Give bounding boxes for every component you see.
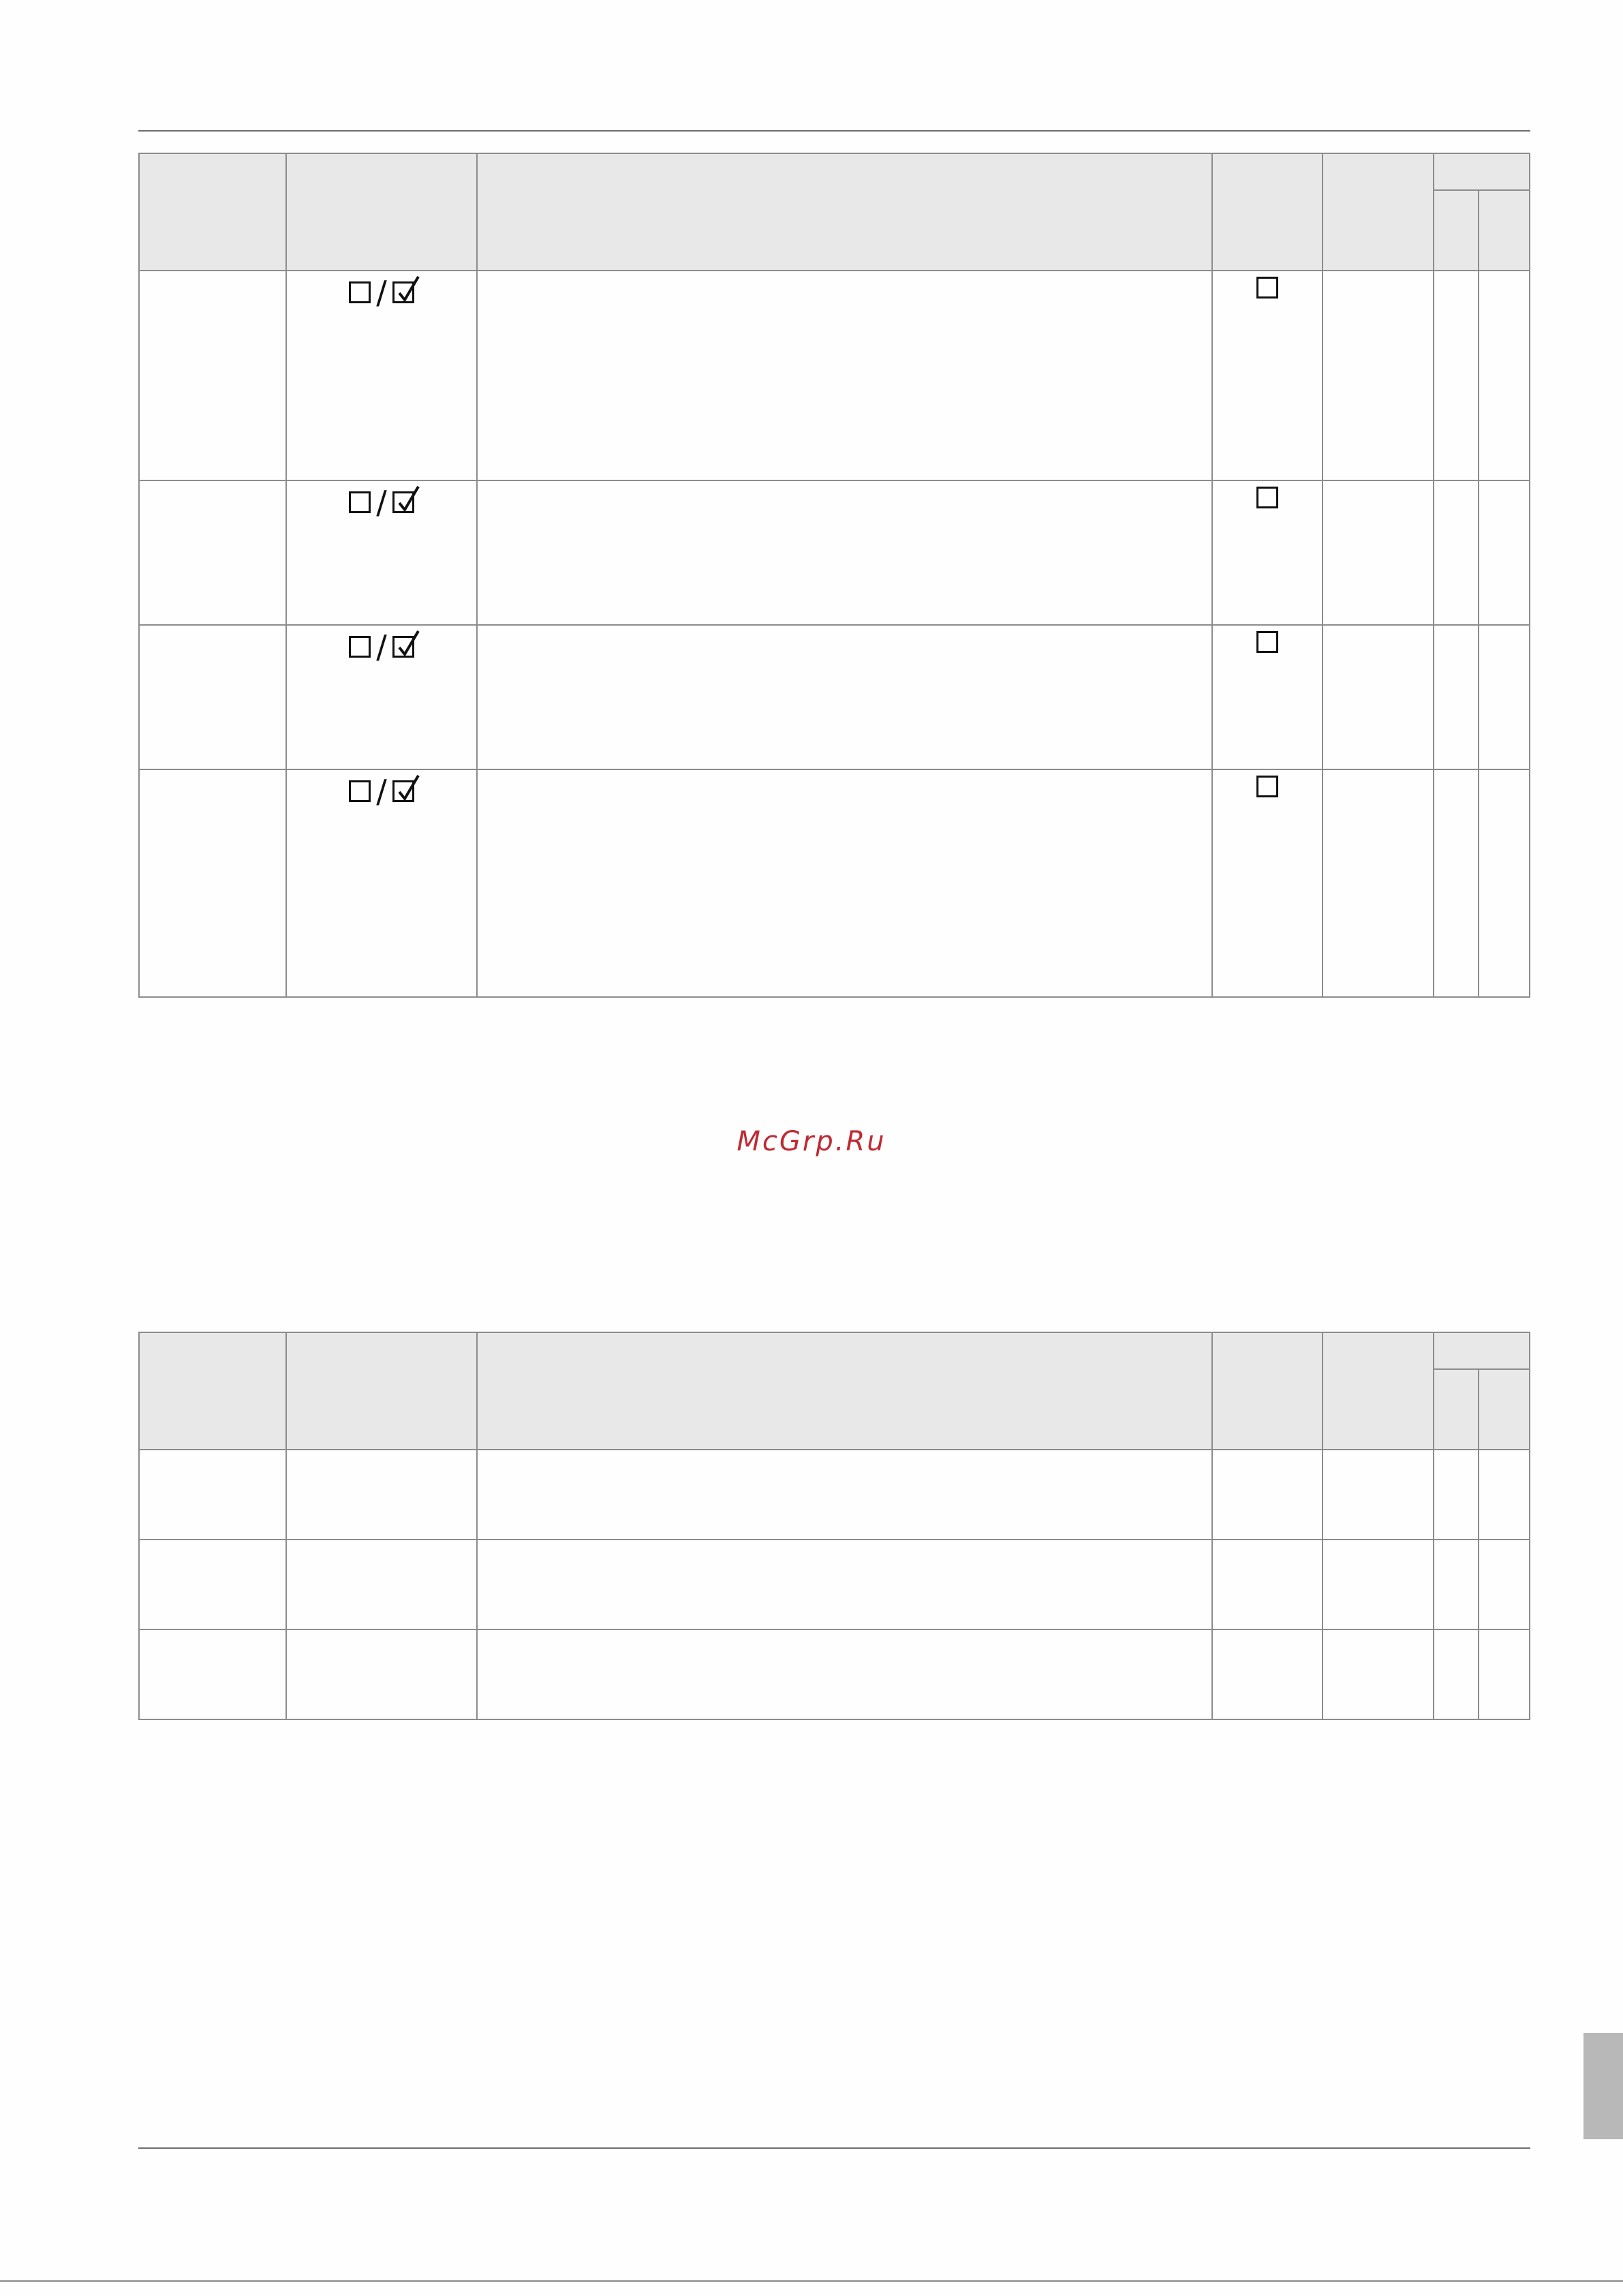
table-cell	[286, 1540, 478, 1629]
checkbox-checked-icon[interactable]	[392, 491, 414, 513]
table-cell	[139, 1629, 286, 1719]
table-cell	[1434, 480, 1479, 625]
table-cell	[1323, 625, 1433, 769]
table-row	[139, 480, 1530, 625]
checkbox-empty-icon[interactable]	[1256, 487, 1278, 508]
table-cell	[1479, 1540, 1530, 1629]
header-subcell	[1479, 190, 1530, 271]
checkbox-empty-icon[interactable]	[349, 491, 371, 513]
table-cell	[1434, 1629, 1479, 1719]
table-cell	[1434, 1450, 1479, 1540]
option-cell	[286, 769, 478, 997]
table-cell	[1323, 1629, 1433, 1719]
header-subcell	[1479, 1369, 1530, 1450]
table-cell	[477, 1629, 1211, 1719]
header-cell	[286, 153, 478, 271]
header-cell	[286, 1332, 478, 1450]
table-cell	[1479, 1450, 1530, 1540]
watermark: McGrp.Ru	[737, 1126, 886, 1157]
table-cell	[286, 1450, 478, 1540]
checkbox-checked-icon[interactable]	[392, 281, 414, 303]
table-cell	[1479, 1629, 1530, 1719]
header-subcell	[1434, 1369, 1479, 1450]
default-cell	[1212, 769, 1323, 997]
table-row	[139, 769, 1530, 997]
header-group-cell	[1434, 153, 1530, 190]
table-cell	[139, 1450, 286, 1540]
separator: /	[376, 628, 387, 665]
table-cell	[1479, 480, 1530, 625]
checkbox-empty-icon[interactable]	[1256, 277, 1278, 299]
settings-table-2	[138, 1332, 1530, 1720]
table-cell	[139, 769, 286, 997]
header-group-cell	[1434, 1332, 1530, 1369]
table-cell	[139, 271, 286, 480]
table-row	[139, 1629, 1530, 1719]
default-cell	[1212, 480, 1323, 625]
table-cell	[1212, 1629, 1323, 1719]
settings-table-1	[138, 153, 1530, 998]
header-cell	[477, 1332, 1211, 1450]
description-cell	[477, 271, 1211, 480]
description-cell	[477, 769, 1211, 997]
description-cell	[477, 625, 1211, 769]
checkbox-checked-icon[interactable]	[392, 780, 414, 802]
table-cell	[1212, 1540, 1323, 1629]
table-row	[139, 1450, 1530, 1540]
table-row	[139, 271, 1530, 480]
separator: /	[376, 773, 387, 810]
bottom-rule	[138, 2147, 1530, 2149]
option-cell	[286, 625, 478, 769]
table-cell	[1434, 1540, 1479, 1629]
header-cell	[1212, 153, 1323, 271]
separator: /	[376, 274, 387, 311]
table-cell	[477, 1450, 1211, 1540]
table-cell	[1479, 271, 1530, 480]
checkbox-empty-icon[interactable]	[1256, 776, 1278, 797]
table-row	[139, 1540, 1530, 1629]
default-cell	[1212, 625, 1323, 769]
table-header-row	[139, 153, 1530, 190]
page-edge-line	[0, 2280, 1623, 2282]
table-cell	[1434, 625, 1479, 769]
checkbox-empty-icon[interactable]	[349, 636, 371, 658]
table-header-row	[139, 1332, 1530, 1369]
table-cell	[1323, 480, 1433, 625]
table-row	[139, 625, 1530, 769]
header-cell	[1323, 1332, 1433, 1450]
table-cell	[1479, 769, 1530, 997]
table-cell	[1323, 271, 1433, 480]
header-cell	[477, 153, 1211, 271]
table-cell	[1323, 769, 1433, 997]
checkbox-empty-icon[interactable]	[1256, 631, 1278, 653]
header-subcell	[1434, 190, 1479, 271]
table-cell	[477, 1540, 1211, 1629]
table-cell	[1323, 1540, 1433, 1629]
top-rule	[138, 130, 1530, 132]
table-cell	[286, 1629, 478, 1719]
table-cell	[1323, 1450, 1433, 1540]
description-cell	[477, 480, 1211, 625]
header-cell	[139, 153, 286, 271]
checkbox-checked-icon[interactable]	[392, 636, 414, 658]
checkbox-empty-icon[interactable]	[349, 281, 371, 303]
header-cell	[139, 1332, 286, 1450]
table-cell	[139, 1540, 286, 1629]
chapter-tab	[1583, 2033, 1623, 2139]
option-cell	[286, 480, 478, 625]
default-cell	[1212, 271, 1323, 480]
table-cell	[1479, 625, 1530, 769]
header-cell	[1212, 1332, 1323, 1450]
separator: /	[376, 484, 387, 521]
table-cell	[1212, 1450, 1323, 1540]
option-cell	[286, 271, 478, 480]
table-cell	[1434, 769, 1479, 997]
header-cell	[1323, 153, 1433, 271]
table-cell	[139, 625, 286, 769]
table-cell	[139, 480, 286, 625]
checkbox-empty-icon[interactable]	[349, 780, 371, 802]
table-cell	[1434, 271, 1479, 480]
